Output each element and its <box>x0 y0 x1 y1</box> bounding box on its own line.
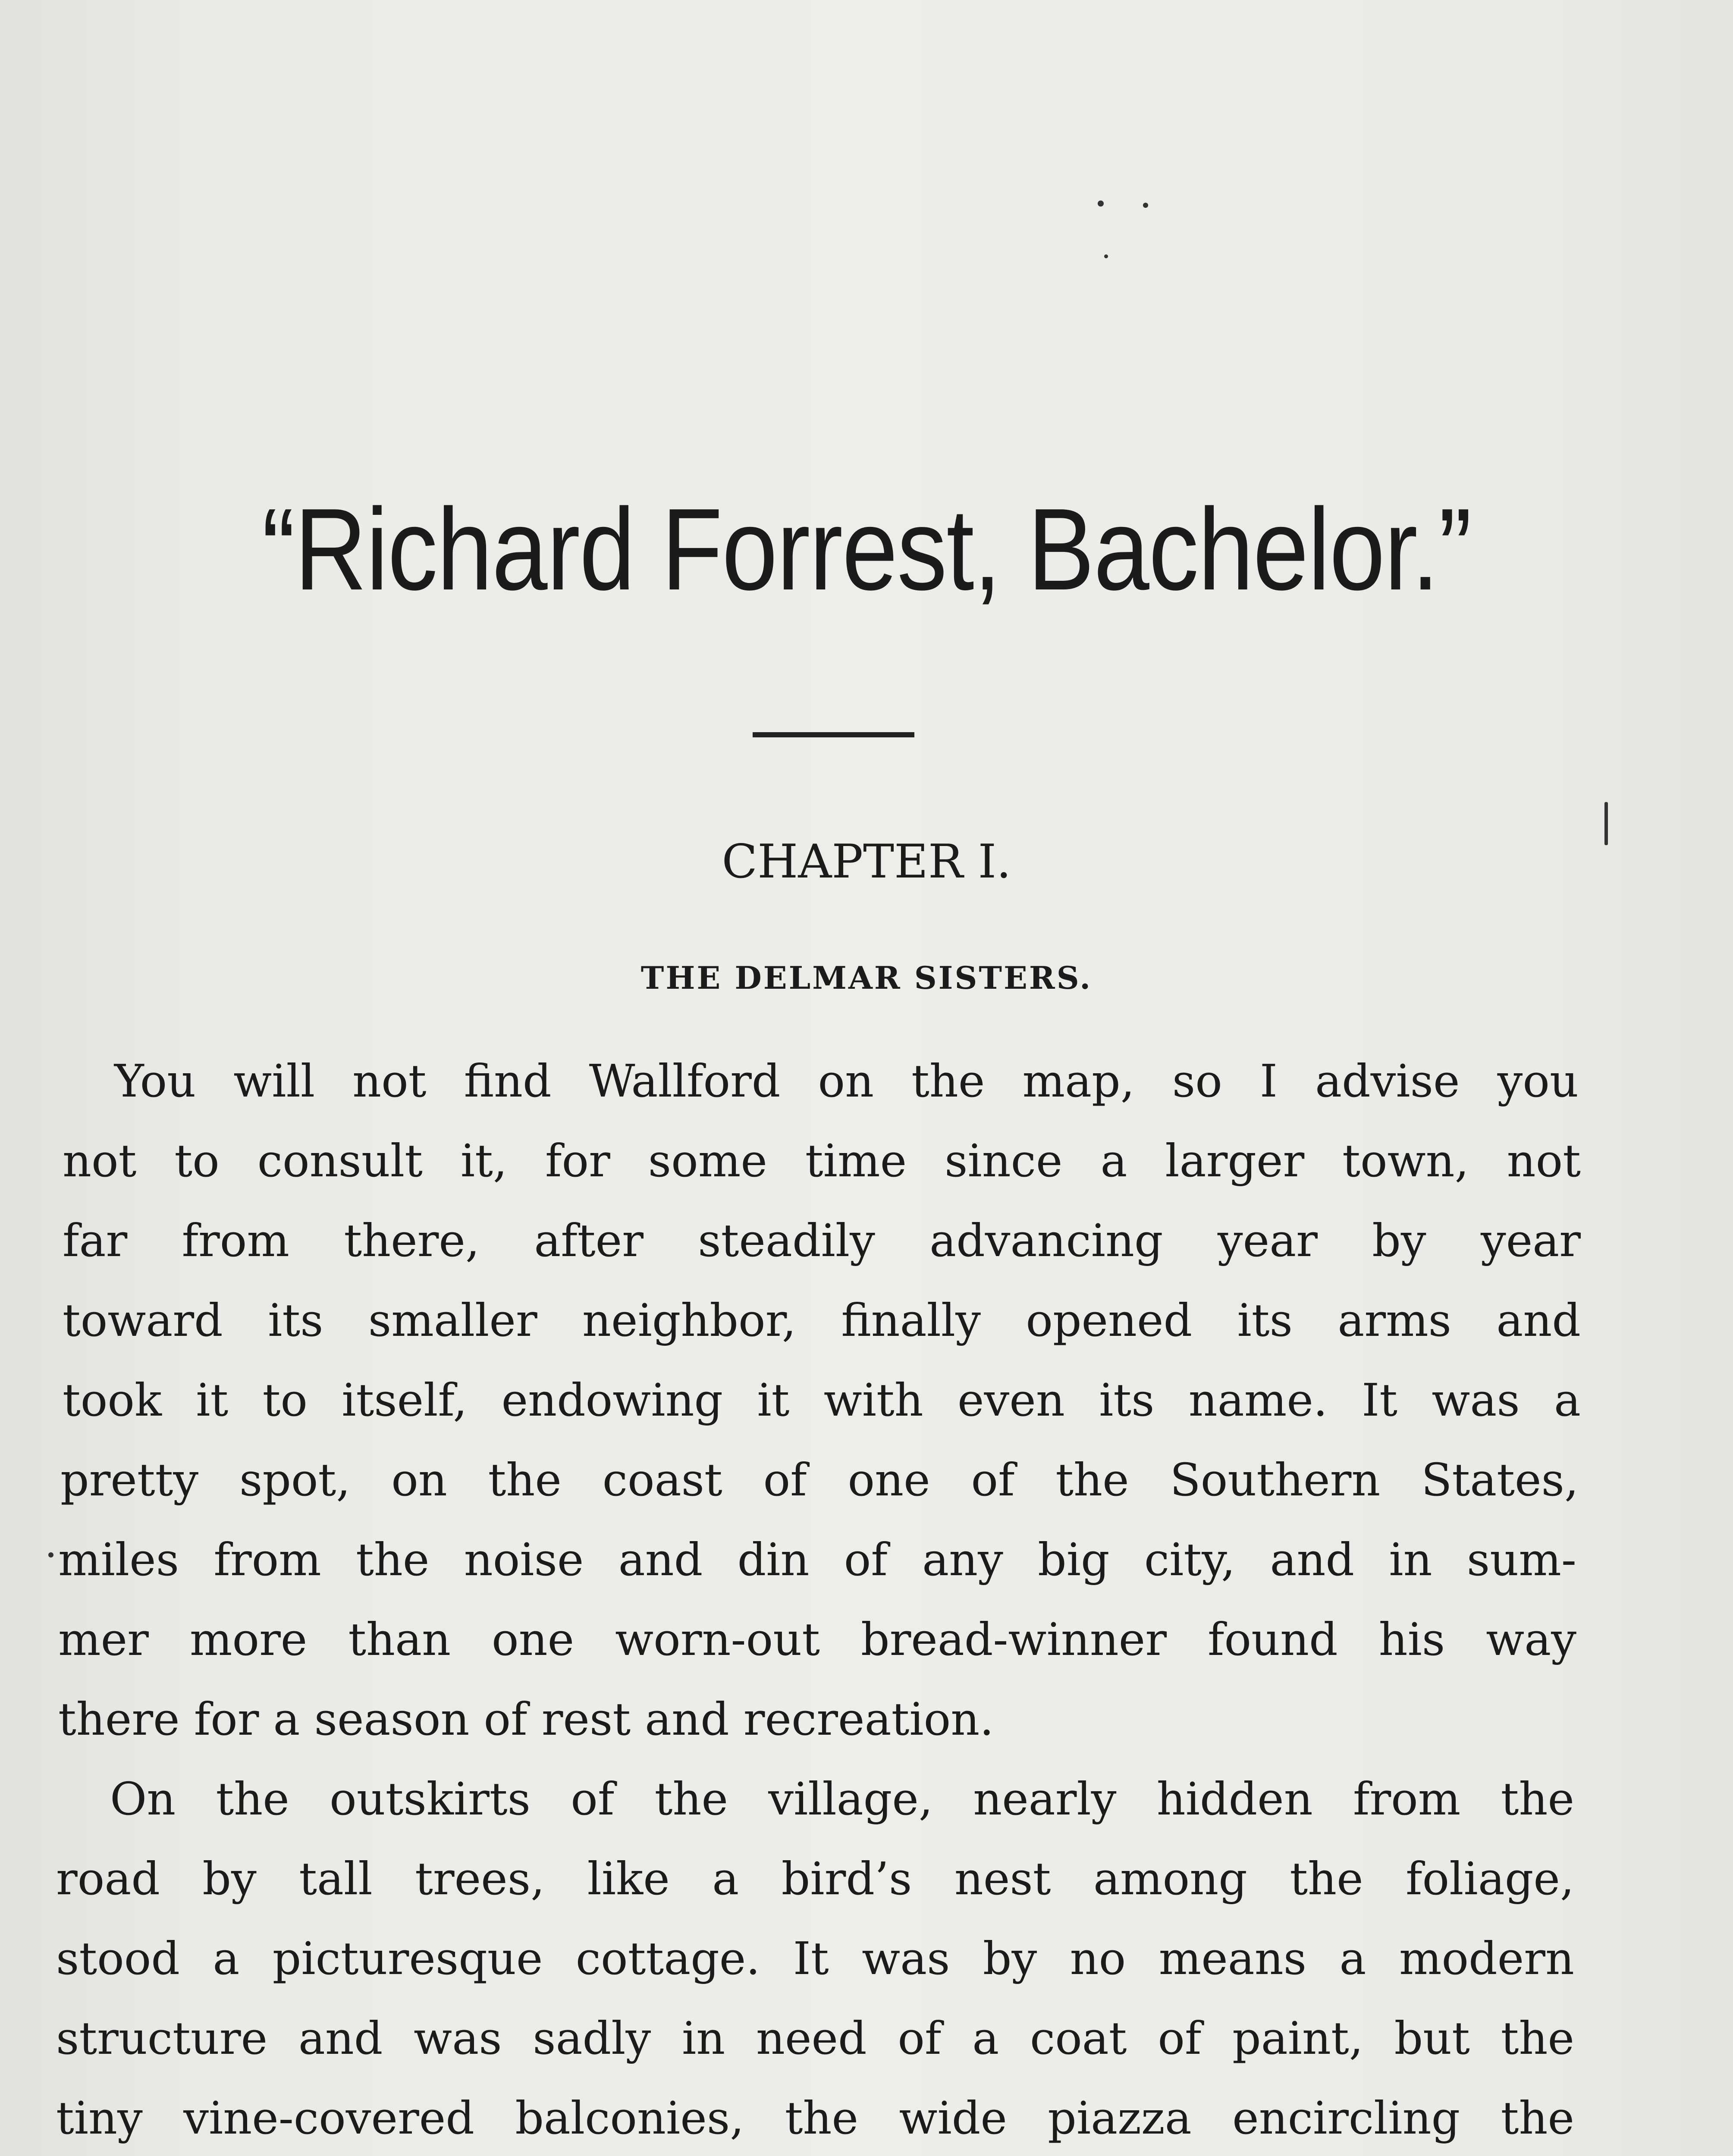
chapter-subtitle: THE DELMAR SISTERS. <box>640 959 1093 996</box>
title-divider <box>753 732 914 737</box>
text-line: structure and was sadly in need of a coat of paint, but the <box>56 2012 1574 2065</box>
paper-speck <box>48 1552 53 1557</box>
text-line: road by tall trees, like a bird’s nest among the foliage, <box>56 1852 1574 1905</box>
paper-speck <box>1104 254 1108 258</box>
book-title: “Richard Forrest, Bachelor.” <box>262 485 1471 614</box>
text-line: there for a season of rest and recreation. <box>58 1693 994 1745</box>
paper-speck <box>1098 201 1104 207</box>
text-line: miles from the noise and din of any big city, and in sum- <box>58 1533 1576 1586</box>
text-line: toward its smaller neighbor, finally opened its arms and <box>63 1294 1581 1347</box>
text-line: tiny vine-covered balconies, the wide piazza encircling the <box>56 2092 1574 2144</box>
text-line: not to consult it, for some time since a larger town, not <box>63 1134 1581 1187</box>
text-line: On the outskirts of the village, nearly hidden from the <box>110 1773 1574 1825</box>
text-line: pretty spot, on the coast of one of the Southern States, <box>60 1454 1579 1506</box>
text-line: mer more than one worn-out bread-winner found his way <box>58 1613 1576 1666</box>
text-line: took it to itself, endowing it with even its name. It was a <box>63 1374 1581 1426</box>
chapter-heading: CHAPTER I. <box>722 835 1011 889</box>
text-line: far from there, after steadily advancing year by year <box>63 1214 1581 1267</box>
text-line: stood a picturesque cottage. It was by no means a modern <box>56 1932 1574 1985</box>
text-line: You will not find Wallford on the map, so I advise you <box>114 1055 1579 1107</box>
paper-speck <box>1143 203 1148 208</box>
paper-speck <box>1604 802 1608 845</box>
